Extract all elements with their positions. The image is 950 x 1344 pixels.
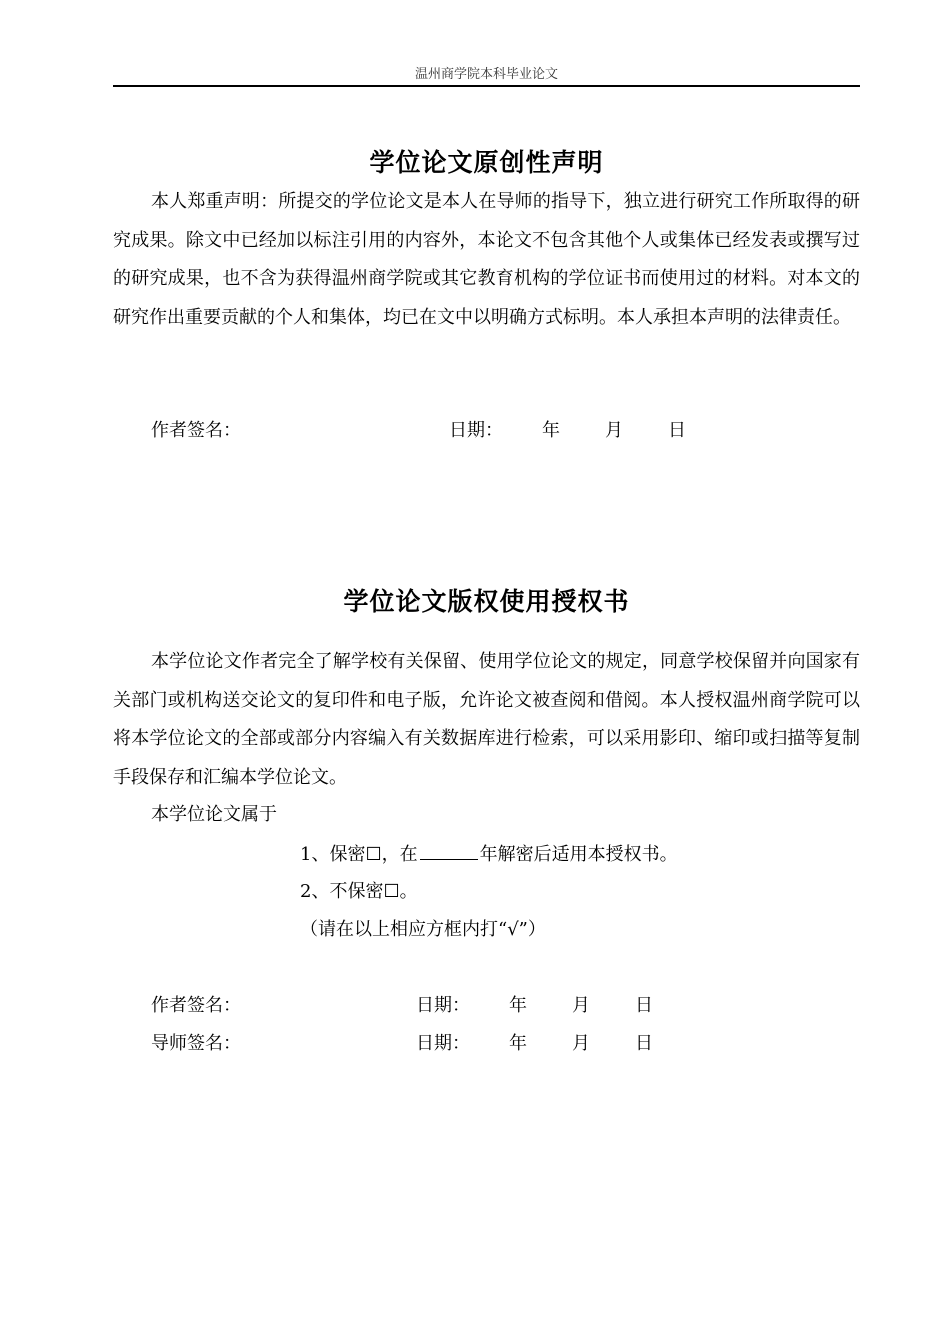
supervisor-year-label: 年 [509,1033,527,1054]
authorization-author-month-label: 月 [572,995,590,1016]
originality-day-label: 日 [668,420,686,441]
header-rule [113,85,860,87]
authorization-title: 学位论文版权使用授权书 [343,587,630,616]
authorization-paragraph: 本学位论文作者完全了解学校有关保留、使用学位论文的规定，同意学校保留并向国家有关部门或机构送交论文的复印件和电子版，允许论文被查阅和借阅。本人授权温州商学院可以将本学位论文的全部或部分内容编入有关数据库进行检索，可以采用影印、缩印或扫描等复制手段保存和汇编本学位论文。 [113,651,860,788]
option-confidential-prefix: 1、保密☐，在 [300,844,418,865]
running-header: 温州商学院本科毕业论文 [414,67,558,82]
supervisor-day-label: 日 [635,1033,653,1054]
supervisor-date-label: 日期： [416,1033,470,1054]
authorization-author-sign-label: 作者签名： [151,995,241,1016]
originality-title: 学位论文原创性声明 [369,148,604,177]
authorization-author-day-label: 日 [635,995,653,1016]
supervisor-month-label: 月 [572,1033,590,1054]
option-not-confidential: 2、不保密☐。 [300,881,418,902]
originality-author-sign-label: 作者签名： [151,420,241,441]
option-confidential [300,841,678,868]
authorization-belongs-label: 本学位论文属于 [151,804,277,825]
originality-month-label: 月 [605,420,623,441]
option-confidential-suffix: 年解密后适用本授权书。 [479,844,678,865]
authorization-author-year-label: 年 [509,995,527,1016]
authorization-author-date-label: 日期： [416,995,470,1016]
decrypt-year-blank [420,841,478,860]
originality-paragraph: 本人郑重声明：所提交的学位论文是本人在导师的指导下，独立进行研究工作所取得的研究成果。除文中已经加以标注引用的内容外，本论文不包含其他个人或集体已经发表或撰写过的研究成果，也不含为获得温州商学院或其它教育机构的学位证书而使用过的材料。对本文的研究作出重要贡献的个人和集体，均已在文中以明确方式标明。本人承担本声明的法律责任。 [113,191,860,328]
checkbox-instruction: （请在以上相应方框内打“√”） [300,919,546,940]
originality-date-label: 日期： [449,420,503,441]
supervisor-sign-label: 导师签名： [151,1033,241,1054]
originality-year-label: 年 [542,420,560,441]
